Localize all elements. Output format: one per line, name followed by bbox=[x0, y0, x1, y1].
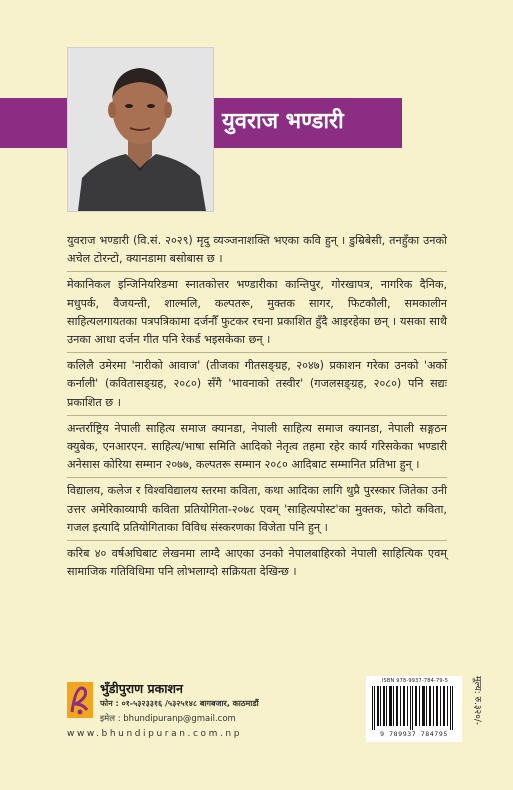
divider bbox=[67, 540, 447, 541]
publisher-name: भुँडीपुराण प्रकाशन bbox=[100, 681, 183, 696]
author-photo bbox=[67, 47, 214, 212]
bio-paragraph: कलिलै उमेरमा 'नारीको आवाज' (तीजका गीतसङ्ग्रह, २०४७) प्रकाशन गरेका उनको 'अर्को कर्नाली' (कवितासङ्ग्रह, २०८०) सँगै 'भावनाको तस्वीर' (गजलसङ्ग्रह, २०८०) पनि सद्यः प्रकाशित छ । bbox=[67, 359, 447, 409]
publisher-email: इमेल : bhundipuranp@gmail.com bbox=[100, 714, 236, 724]
isbn-label: ISBN 978-9937-784-79-5 bbox=[381, 678, 449, 684]
publisher-website: www.bhundipuran.com.np bbox=[67, 729, 243, 739]
divider bbox=[67, 415, 447, 416]
bio-paragraph: मेकानिकल इन्जिनियरिङमा स्नातकोत्तर भण्डारीका कान्तिपुर, गोरखापत्र, नागरिक दैनिक, मधुपर्क, वैजयन्ती, शाल्मलि, कल्पतरू, मुक्तक सागर, फिटकौली, समकालीन साहित्यलगायतका पत्रपत्रिकामा दर्जनौँ फुटकर रचना प्रकाशित हुँदै आइरहेका छन् । यसका साथै उनका आधा दर्जन गीत पनि रेकर्ड भइसकेका छन् । bbox=[67, 278, 447, 347]
bio-paragraph: अन्तर्राष्ट्रिय नेपाली साहित्य समाज क्यानडा, नेपाली साहित्य समाज क्यानडा, नेपाली सङ्गठन क्युबेक, एनआरएन. साहित्य/भाषा समिति आदिको नेतृत्व तहमा रहेर कार्य गरिसकेका भण्डारी अनेसास कोरिया सम्मान २०७७, कल्पतरू सम्मान २०८० आदिबाट सम्मानित प्रतिभा हुन् । bbox=[67, 421, 447, 472]
author-name: युवराज भण्डारी bbox=[222, 109, 344, 134]
publisher-block bbox=[67, 680, 367, 730]
bio-paragraph: विद्यालय, कलेज र विश्वविद्यालय स्तरमा कविता, कथा आदिका लागि थुप्रै पुरस्कार जितेका उनी उत्तर अमेरिकाव्यापी कविता प्रतियोगिता-२०७८ एवम् 'साहित्यपोस्ट'का मुक्तक, फोटो कविता, गजल इत्यादि प्रतियोगिताका विविध संस्करणका विजेता पनि हुन् । bbox=[67, 484, 447, 534]
barcode-icon bbox=[372, 686, 456, 730]
isbn-barcode bbox=[366, 676, 462, 742]
author-bio bbox=[67, 232, 447, 584]
publisher-phone: फोन : ०१-५३२३३१६ /५३२५१४८ बागबजार, काठमाडौं bbox=[100, 699, 259, 708]
divider bbox=[67, 271, 447, 272]
bio-paragraph: युवराज भण्डारी (वि.सं. २०२९) मृदु व्यञ्जनाशक्ति भएका कवि हुन् । डुम्रिबेसी, तनहुँका उनको अचेल टोरन्टो, क्यानडामा बसोबास छ । bbox=[67, 234, 447, 266]
divider bbox=[67, 477, 447, 478]
divider bbox=[67, 352, 447, 353]
isbn-digits: 9 789937 784795 bbox=[380, 730, 448, 738]
bio-paragraph: करिब ४० वर्षअघिबाट लेखनमा लाग्दै आएका उनको नेपालबाहिरको नेपाली साहित्यिक एवम् सामाजिक गतिविधिमा पनि लोभलाग्दो सक्रियता देखिन्छ । bbox=[67, 547, 447, 579]
price-label: मूल्य: रु.३२०/- bbox=[472, 676, 482, 726]
publisher-logo-icon bbox=[67, 682, 93, 718]
